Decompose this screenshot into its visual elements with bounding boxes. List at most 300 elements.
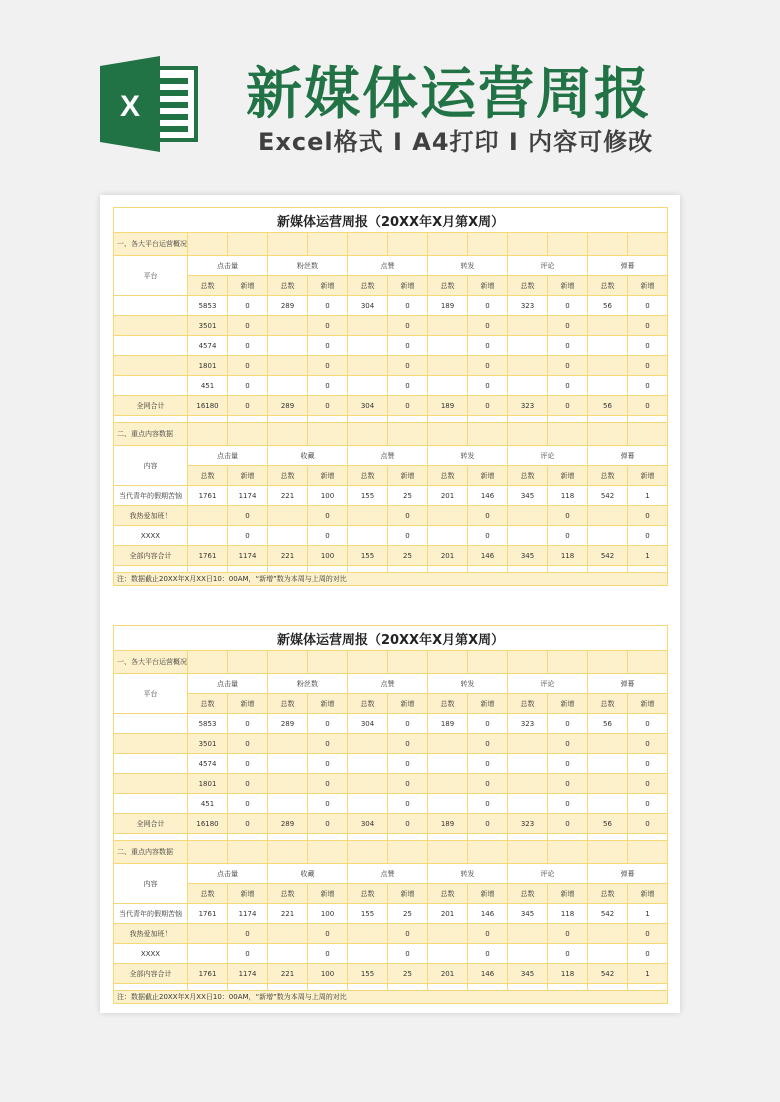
value-cell: 0 [628,356,668,376]
value-cell: 118 [548,486,588,506]
cell [428,423,468,446]
value-cell: 221 [268,904,308,924]
value-cell: 25 [388,964,428,984]
banner-subtitle: Excel格式 Ⅰ A4打印 Ⅰ 内容可修改 [258,128,654,156]
value-cell: 146 [468,546,508,566]
group-header-row [114,256,668,276]
value-cell: 451 [188,376,228,396]
value-cell: 0 [468,774,508,794]
total-row [114,396,668,416]
cell [388,841,428,864]
sub-header-new: 新增 [228,276,268,296]
value-cell: 0 [308,526,348,546]
table-row [114,356,668,376]
spacer-row [114,416,668,423]
value-cell [268,794,308,814]
cell [228,423,268,446]
value-cell: 0 [308,316,348,336]
table-row [114,316,668,336]
value-cell: 0 [548,814,588,834]
value-cell [268,924,308,944]
sub-header-row [114,694,668,714]
value-cell [348,336,388,356]
title-row [114,626,668,651]
value-cell: 56 [588,296,628,316]
row-name [114,316,188,336]
value-cell: 0 [308,754,348,774]
sub-header-total: 总数 [348,276,388,296]
value-cell [268,526,308,546]
group-header: 转发 [428,446,508,466]
section-label: 一、各大平台运营概况 [114,233,188,256]
value-cell: 100 [308,486,348,506]
row-header: 内容 [114,864,188,904]
value-cell: 0 [228,396,268,416]
row-name: XXXX [114,526,188,546]
value-cell: 0 [628,944,668,964]
cell [468,423,508,446]
sub-header-row [114,276,668,296]
value-cell: 0 [388,506,428,526]
value-cell: 0 [308,734,348,754]
cell [428,416,468,423]
value-cell: 0 [468,316,508,336]
cell [348,233,388,256]
value-cell: 542 [588,546,628,566]
value-cell: 345 [508,904,548,924]
sub-header-total: 总数 [188,884,228,904]
sub-header-total: 总数 [428,276,468,296]
cell [228,416,268,423]
row-header: 平台 [114,256,188,296]
value-cell [268,356,308,376]
value-cell [268,774,308,794]
value-cell: 1 [628,904,668,924]
group-header: 转发 [428,674,508,694]
value-cell: 146 [468,486,508,506]
value-cell [588,924,628,944]
value-cell: 289 [268,714,308,734]
value-cell: 0 [468,336,508,356]
value-cell [188,924,228,944]
value-cell: 0 [308,924,348,944]
cell [508,984,548,991]
cell [508,841,548,864]
cell [228,566,268,573]
value-cell: 323 [508,814,548,834]
value-cell: 1174 [228,546,268,566]
value-cell [588,734,628,754]
report-title: 新媒体运营周报（20XX年X月第X周） [114,208,668,233]
cell [548,984,588,991]
row-header: 平台 [114,674,188,714]
note: 注：数据截止20XX年X月XX日10：00AM，“新增”数为本周与上周的对比 [114,573,668,586]
value-cell [588,336,628,356]
value-cell: 0 [468,794,508,814]
value-cell [588,506,628,526]
value-cell [348,774,388,794]
cell [308,841,348,864]
cell [228,984,268,991]
value-cell: 4574 [188,754,228,774]
value-cell [348,794,388,814]
value-cell: 542 [588,486,628,506]
sub-header-new: 新增 [388,694,428,714]
value-cell: 0 [628,774,668,794]
cell [268,841,308,864]
value-cell: 0 [468,924,508,944]
sub-header-total: 总数 [508,276,548,296]
cell [468,984,508,991]
value-cell: 1174 [228,486,268,506]
value-cell: 0 [228,316,268,336]
value-cell: 304 [348,714,388,734]
cell [388,651,428,674]
value-cell: 0 [628,296,668,316]
group-header: 评论 [508,864,588,884]
value-cell [348,924,388,944]
cell [388,423,428,446]
value-cell [188,526,228,546]
report-sheet-1 [113,207,668,586]
cell [468,233,508,256]
cell [588,566,628,573]
value-cell: 0 [228,376,268,396]
value-cell: 0 [228,714,268,734]
value-cell: 0 [308,944,348,964]
value-cell: 0 [628,814,668,834]
value-cell: 0 [468,356,508,376]
value-cell [428,506,468,526]
section-label: 一、各大平台运营概况 [114,651,188,674]
cell [228,841,268,864]
value-cell: 1 [628,486,668,506]
sub-header-new: 新增 [468,694,508,714]
cell [428,566,468,573]
value-cell [588,774,628,794]
value-cell: 0 [628,376,668,396]
group-header-row [114,446,668,466]
svg-text:X: X [119,90,141,123]
sub-header-new: 新增 [308,466,348,486]
value-cell [508,356,548,376]
group-header: 粉丝数 [268,674,348,694]
value-cell: 0 [628,924,668,944]
sub-header-total: 总数 [428,884,468,904]
value-cell [508,506,548,526]
sub-header-new: 新增 [228,466,268,486]
table-row [114,734,668,754]
value-cell: 4574 [188,336,228,356]
value-cell [188,944,228,964]
value-cell: 0 [308,296,348,316]
cell [308,416,348,423]
row-name [114,296,188,316]
value-cell [268,376,308,396]
value-cell [348,526,388,546]
value-cell: 1801 [188,356,228,376]
group-header: 弹幕 [588,256,668,276]
value-cell: 0 [548,526,588,546]
note-row [114,573,668,586]
value-cell [428,526,468,546]
value-cell: 0 [228,754,268,774]
value-cell: 0 [388,376,428,396]
cell [308,566,348,573]
value-cell [508,794,548,814]
table-row [114,376,668,396]
table-row [114,774,668,794]
value-cell: 1174 [228,964,268,984]
cell [348,423,388,446]
spacer-row [114,566,668,573]
group-header: 点击量 [188,674,268,694]
value-cell [588,376,628,396]
total-row [114,964,668,984]
value-cell [428,944,468,964]
value-cell [348,506,388,526]
sub-header-total: 总数 [188,466,228,486]
table-row [114,714,668,734]
value-cell: 3501 [188,734,228,754]
cell [268,423,308,446]
value-cell: 304 [348,814,388,834]
banner-title: 新媒体运营周报 [246,62,652,127]
value-cell: 0 [228,336,268,356]
sub-header-total: 总数 [508,466,548,486]
cell [508,651,548,674]
row-name [114,356,188,376]
cell [548,233,588,256]
row-name: 全部内容合计 [114,964,188,984]
value-cell: 323 [508,296,548,316]
value-cell: 0 [628,396,668,416]
value-cell: 0 [388,944,428,964]
value-cell: 0 [388,396,428,416]
value-cell: 189 [428,714,468,734]
cell [268,416,308,423]
value-cell: 0 [628,526,668,546]
sub-header-total: 总数 [508,884,548,904]
sub-header-new: 新增 [548,694,588,714]
value-cell: 0 [468,754,508,774]
value-cell: 189 [428,296,468,316]
value-cell: 201 [428,904,468,924]
value-cell: 345 [508,486,548,506]
row-name [114,774,188,794]
value-cell: 0 [388,714,428,734]
value-cell [268,734,308,754]
value-cell: 0 [388,924,428,944]
cell [548,423,588,446]
value-cell: 0 [228,734,268,754]
cell [428,834,468,841]
value-cell: 289 [268,814,308,834]
value-cell [268,316,308,336]
cell [228,834,268,841]
group-header: 点赞 [348,446,428,466]
cell [588,233,628,256]
value-cell: 100 [308,964,348,984]
value-cell [348,376,388,396]
row-name [114,336,188,356]
row-name [114,794,188,814]
cell [308,984,348,991]
report-sheet-2 [113,625,668,1004]
cell [348,651,388,674]
value-cell: 0 [468,296,508,316]
cell [428,841,468,864]
cell [388,566,428,573]
value-cell: 0 [628,794,668,814]
value-cell [588,754,628,774]
group-header: 评论 [508,446,588,466]
sub-header-new: 新增 [548,884,588,904]
table-row [114,754,668,774]
cell [508,834,548,841]
cell [628,834,668,841]
sub-header-total: 总数 [508,694,548,714]
cell [548,651,588,674]
value-cell: 0 [468,376,508,396]
cell [628,423,668,446]
value-cell: 155 [348,546,388,566]
section-label: 二、重点内容数据 [114,841,188,864]
value-cell [268,506,308,526]
cell [228,233,268,256]
note: 注：数据截止20XX年X月XX日10：00AM，“新增”数为本周与上周的对比 [114,991,668,1004]
value-cell: 0 [388,356,428,376]
value-cell: 118 [548,546,588,566]
value-cell: 0 [548,754,588,774]
cell [348,834,388,841]
cell [628,841,668,864]
value-cell: 0 [468,714,508,734]
section-row [114,233,668,256]
value-cell: 25 [388,904,428,924]
sub-header-total: 总数 [588,694,628,714]
value-cell: 0 [308,714,348,734]
value-cell [348,356,388,376]
value-cell: 0 [548,336,588,356]
value-cell: 0 [548,944,588,964]
group-header: 粉丝数 [268,256,348,276]
value-cell: 0 [628,336,668,356]
cell [188,834,228,841]
value-cell: 221 [268,546,308,566]
value-cell: 345 [508,964,548,984]
row-name [114,714,188,734]
value-cell: 16180 [188,396,228,416]
cell [388,984,428,991]
value-cell [588,526,628,546]
value-cell: 1761 [188,546,228,566]
cell [188,416,228,423]
cell [428,984,468,991]
table-row [114,336,668,356]
value-cell: 0 [548,714,588,734]
value-cell: 451 [188,794,228,814]
value-cell [508,944,548,964]
group-header: 点击量 [188,446,268,466]
row-name: 我热爱加班！ [114,924,188,944]
cell [588,423,628,446]
value-cell [508,734,548,754]
cell [468,841,508,864]
value-cell: 1761 [188,964,228,984]
sub-header-total: 总数 [588,884,628,904]
sub-header-new: 新增 [228,694,268,714]
value-cell: 0 [628,714,668,734]
sub-header-total: 总数 [268,276,308,296]
cell [348,841,388,864]
group-header: 收藏 [268,864,348,884]
sub-header-new: 新增 [308,276,348,296]
cell [188,841,228,864]
cell [114,834,188,841]
value-cell: 0 [548,296,588,316]
value-cell [508,316,548,336]
group-header: 收藏 [268,446,348,466]
value-cell: 304 [348,396,388,416]
row-name [114,754,188,774]
cell [268,566,308,573]
sub-header-total: 总数 [188,276,228,296]
value-cell: 56 [588,814,628,834]
value-cell [348,316,388,336]
cell [388,834,428,841]
value-cell: 0 [388,296,428,316]
row-name: 全网合计 [114,396,188,416]
cell [428,651,468,674]
value-cell: 0 [308,396,348,416]
group-header: 点赞 [348,256,428,276]
sub-header-new: 新增 [468,884,508,904]
spacer-row [114,984,668,991]
sub-header-new: 新增 [388,276,428,296]
value-cell: 0 [228,506,268,526]
value-cell: 201 [428,964,468,984]
group-header: 转发 [428,864,508,884]
value-cell: 16180 [188,814,228,834]
value-cell [508,376,548,396]
sub-header-new: 新增 [548,466,588,486]
cell [628,651,668,674]
value-cell: 0 [228,944,268,964]
value-cell: 25 [388,546,428,566]
value-cell: 0 [548,356,588,376]
value-cell [588,356,628,376]
value-cell [508,526,548,546]
value-cell [428,336,468,356]
cell [268,834,308,841]
group-header: 评论 [508,674,588,694]
cell [588,416,628,423]
value-cell: 0 [628,316,668,336]
value-cell: 0 [228,774,268,794]
sub-header-total: 总数 [348,884,388,904]
value-cell: 201 [428,486,468,506]
cell [588,984,628,991]
group-header-row [114,864,668,884]
value-cell [588,316,628,336]
cell [628,984,668,991]
value-cell: 0 [228,924,268,944]
cell [468,566,508,573]
cell [268,984,308,991]
sub-header-new: 新增 [308,884,348,904]
cell [548,841,588,864]
